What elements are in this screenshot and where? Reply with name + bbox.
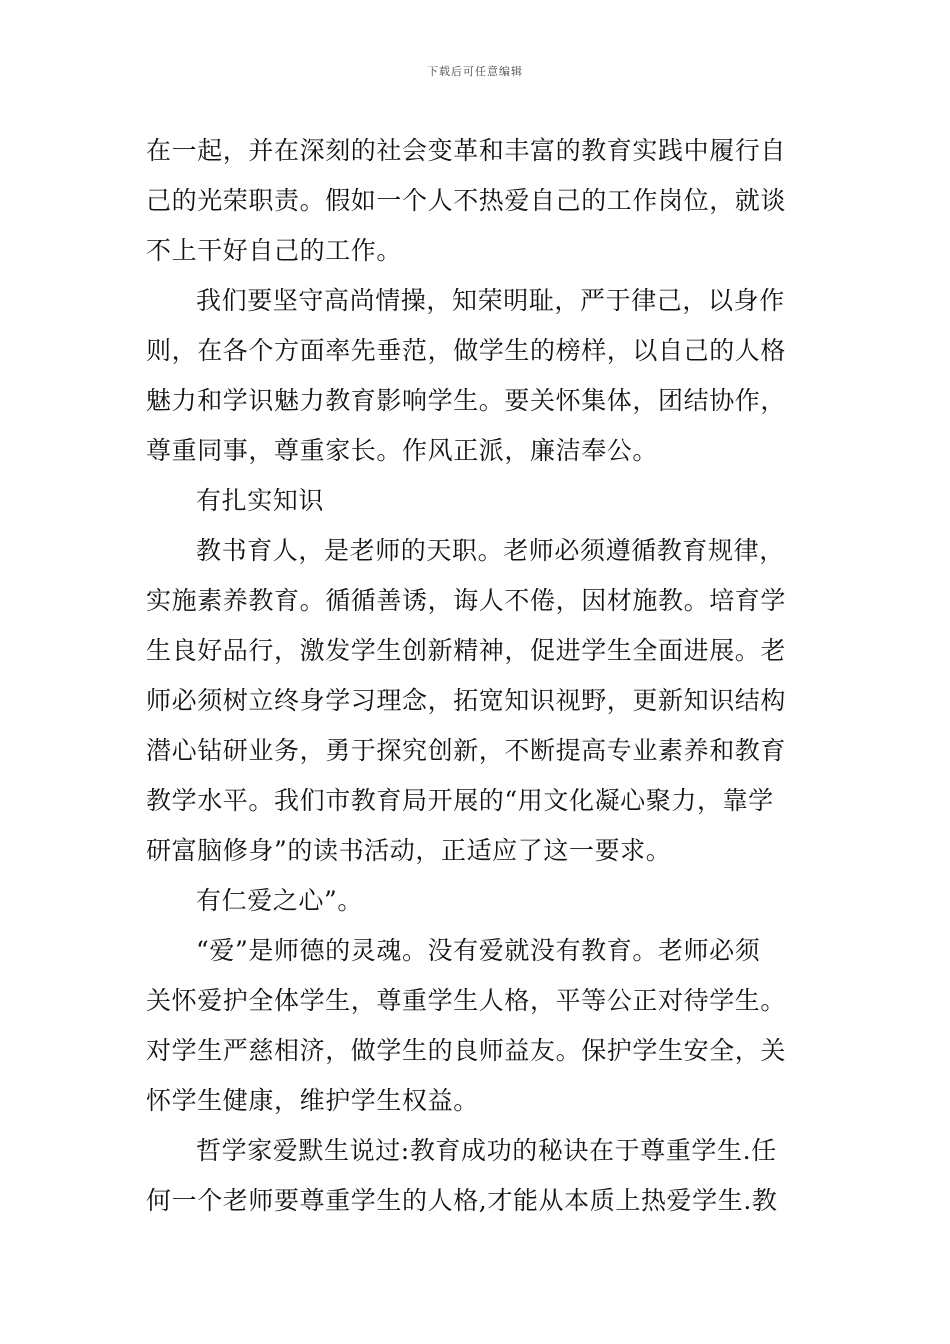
body-text	[146, 126, 816, 1226]
text-line: 对学生严慈相济，做学生的良师益友。保护学生安全，关	[146, 1036, 787, 1065]
text-line: 潜心钻研业务，勇于探究创新，不断提高专业素养和教育	[146, 736, 787, 765]
text-line: 在一起，并在深刻的社会变革和丰富的教育实践中履行自	[146, 136, 787, 165]
text-line: 则，在各个方面率先垂范，做学生的榜样，以自己的人格	[146, 336, 787, 365]
page-header: 下载后可任意编辑	[427, 65, 523, 78]
text-line: 教学水平。我们市教育局开展的“用文化凝心聚力，靠学	[146, 786, 774, 815]
text-line: 有仁爱之心”。	[196, 886, 363, 915]
text-line: 哲学家爱默生说过:教育成功的秘诀在于尊重学生.任	[196, 1136, 777, 1165]
text-line: “爱”是师德的灵魂。没有爱就没有教育。老师必须	[196, 936, 761, 965]
text-line: 生良好品行，激发学生创新精神，促进学生全面进展。老	[146, 636, 787, 665]
text-line: 尊重同事，尊重家长。作风正派，廉洁奉公。	[146, 436, 659, 465]
text-line: 何一个老师要尊重学生的人格,才能从本质上热爱学生.教	[146, 1186, 778, 1215]
text-line: 师必须树立终身学习理念，拓宽知识视野，更新知识结构	[146, 686, 787, 715]
text-line: 关怀爱护全体学生，尊重学生人格，平等公正对待学生。	[146, 986, 787, 1015]
text-line: 怀学生健康，维护学生权益。	[146, 1086, 479, 1115]
text-line: 教书育人，是老师的天职。老师必须遵循教育规律，	[196, 536, 785, 565]
text-line: 我们要坚守高尚情操，知荣明耻，严于律己，以身作	[196, 286, 785, 315]
text-line: 研富脑修身”的读书活动，正适应了这一要求。	[146, 836, 672, 865]
text-line: 不上干好自己的工作。	[146, 236, 403, 265]
text-line: 魅力和学识魅力教育影响学生。要关怀集体，团结协作，	[146, 386, 787, 415]
text-line: 有扎实知识	[196, 486, 325, 515]
text-line: 实施素养教育。循循善诱，诲人不倦，因材施教。培育学	[146, 586, 787, 615]
text-line: 己的光荣职责。假如一个人不热爱自己的工作岗位，就谈	[146, 186, 787, 215]
